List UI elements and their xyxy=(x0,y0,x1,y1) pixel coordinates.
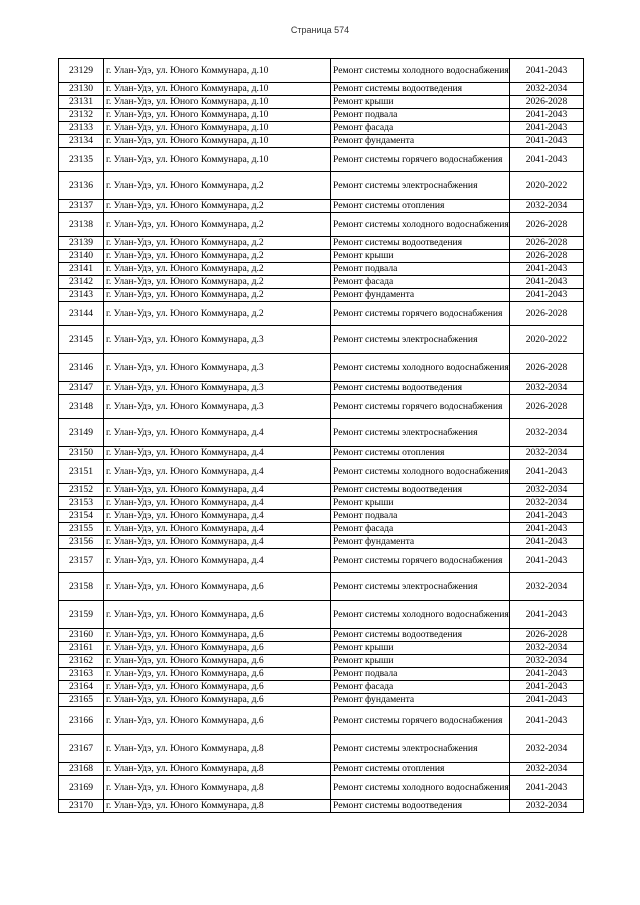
table-row xyxy=(59,694,584,707)
row-number-cell: 23150 xyxy=(59,447,104,460)
row-number-cell: 23149 xyxy=(59,419,104,447)
row-number-cell: 23132 xyxy=(59,109,104,122)
table-row xyxy=(59,776,584,800)
table-row xyxy=(59,642,584,655)
period-cell: 2041-2043 xyxy=(510,263,584,276)
period-cell: 2026-2028 xyxy=(510,96,584,109)
address-cell: г. Улан-Удэ, ул. Юного Коммунара, д.3 xyxy=(104,395,331,419)
address-cell: г. Улан-Удэ, ул. Юного Коммунара, д.6 xyxy=(104,601,331,629)
work-type-cell: Ремонт системы холодного водоснабжения xyxy=(331,213,510,237)
work-type-cell: Ремонт фасада xyxy=(331,681,510,694)
row-number-cell: 23166 xyxy=(59,707,104,735)
table-row xyxy=(59,447,584,460)
period-cell: 2041-2043 xyxy=(510,59,584,83)
period-cell: 2041-2043 xyxy=(510,694,584,707)
work-type-cell: Ремонт фасада xyxy=(331,122,510,135)
table-row xyxy=(59,354,584,382)
period-cell: 2041-2043 xyxy=(510,109,584,122)
table-row xyxy=(59,250,584,263)
address-cell: г. Улан-Удэ, ул. Юного Коммунара, д.10 xyxy=(104,122,331,135)
row-number-cell: 23154 xyxy=(59,510,104,523)
work-type-cell: Ремонт крыши xyxy=(331,642,510,655)
address-cell: г. Улан-Удэ, ул. Юного Коммунара, д.4 xyxy=(104,460,331,484)
work-type-cell: Ремонт подвала xyxy=(331,668,510,681)
address-cell: г. Улан-Удэ, ул. Юного Коммунара, д.3 xyxy=(104,354,331,382)
work-type-cell: Ремонт системы водоотведения xyxy=(331,800,510,813)
row-number-cell: 23156 xyxy=(59,536,104,549)
work-type-cell: Ремонт системы горячего водоснабжения xyxy=(331,549,510,573)
work-type-cell: Ремонт крыши xyxy=(331,96,510,109)
work-type-cell: Ремонт системы отопления xyxy=(331,763,510,776)
period-cell: 2020-2022 xyxy=(510,172,584,200)
work-type-cell: Ремонт системы водоотведения xyxy=(331,237,510,250)
table-body xyxy=(59,59,584,813)
work-type-cell: Ремонт фундамента xyxy=(331,536,510,549)
address-cell: г. Улан-Удэ, ул. Юного Коммунара, д.6 xyxy=(104,655,331,668)
row-number-cell: 23170 xyxy=(59,800,104,813)
table-row xyxy=(59,263,584,276)
table-row xyxy=(59,573,584,601)
period-cell: 2026-2028 xyxy=(510,395,584,419)
row-number-cell: 23153 xyxy=(59,497,104,510)
address-cell: г. Улан-Удэ, ул. Юного Коммунара, д.8 xyxy=(104,735,331,763)
row-number-cell: 23151 xyxy=(59,460,104,484)
period-cell: 2026-2028 xyxy=(510,354,584,382)
period-cell: 2041-2043 xyxy=(510,148,584,172)
address-cell: г. Улан-Удэ, ул. Юного Коммунара, д.6 xyxy=(104,629,331,642)
address-cell: г. Улан-Удэ, ул. Юного Коммунара, д.4 xyxy=(104,523,331,536)
row-number-cell: 23145 xyxy=(59,326,104,354)
row-number-cell: 23131 xyxy=(59,96,104,109)
address-cell: г. Улан-Удэ, ул. Юного Коммунара, д.2 xyxy=(104,263,331,276)
work-type-cell: Ремонт системы отопления xyxy=(331,447,510,460)
table-row xyxy=(59,276,584,289)
row-number-cell: 23130 xyxy=(59,83,104,96)
period-cell: 2032-2034 xyxy=(510,655,584,668)
row-number-cell: 23160 xyxy=(59,629,104,642)
row-number-cell: 23137 xyxy=(59,200,104,213)
row-number-cell: 23161 xyxy=(59,642,104,655)
work-type-cell: Ремонт системы холодного водоснабжения xyxy=(331,460,510,484)
address-cell: г. Улан-Удэ, ул. Юного Коммунара, д.2 xyxy=(104,302,331,326)
address-cell: г. Улан-Удэ, ул. Юного Коммунара, д.4 xyxy=(104,536,331,549)
row-number-cell: 23158 xyxy=(59,573,104,601)
address-cell: г. Улан-Удэ, ул. Юного Коммунара, д.3 xyxy=(104,326,331,354)
table-row xyxy=(59,523,584,536)
table-row xyxy=(59,326,584,354)
work-type-cell: Ремонт фундамента xyxy=(331,135,510,148)
work-type-cell: Ремонт крыши xyxy=(331,250,510,263)
work-type-cell: Ремонт крыши xyxy=(331,497,510,510)
work-type-cell: Ремонт подвала xyxy=(331,510,510,523)
period-cell: 2032-2034 xyxy=(510,763,584,776)
address-cell: г. Улан-Удэ, ул. Юного Коммунара, д.6 xyxy=(104,642,331,655)
row-number-cell: 23165 xyxy=(59,694,104,707)
period-cell: 2032-2034 xyxy=(510,735,584,763)
row-number-cell: 23152 xyxy=(59,484,104,497)
table-row xyxy=(59,497,584,510)
row-number-cell: 23134 xyxy=(59,135,104,148)
work-type-cell: Ремонт системы электроснабжения xyxy=(331,419,510,447)
work-type-cell: Ремонт системы холодного водоснабжения xyxy=(331,776,510,800)
period-cell: 2032-2034 xyxy=(510,382,584,395)
table-row xyxy=(59,148,584,172)
work-type-cell: Ремонт системы электроснабжения xyxy=(331,326,510,354)
work-type-cell: Ремонт крыши xyxy=(331,655,510,668)
table-row xyxy=(59,96,584,109)
work-type-cell: Ремонт системы электроснабжения xyxy=(331,735,510,763)
table-row xyxy=(59,681,584,694)
period-cell: 2026-2028 xyxy=(510,302,584,326)
table-row xyxy=(59,763,584,776)
address-cell: г. Улан-Удэ, ул. Юного Коммунара, д.4 xyxy=(104,447,331,460)
address-cell: г. Улан-Удэ, ул. Юного Коммунара, д.4 xyxy=(104,484,331,497)
row-number-cell: 23142 xyxy=(59,276,104,289)
work-type-cell: Ремонт системы горячего водоснабжения xyxy=(331,302,510,326)
period-cell: 2041-2043 xyxy=(510,601,584,629)
work-type-cell: Ремонт подвала xyxy=(331,109,510,122)
address-cell: г. Улан-Удэ, ул. Юного Коммунара, д.8 xyxy=(104,763,331,776)
table-row xyxy=(59,172,584,200)
repair-schedule-table xyxy=(58,58,584,813)
period-cell: 2041-2043 xyxy=(510,681,584,694)
work-type-cell: Ремонт системы водоотведения xyxy=(331,629,510,642)
table-row xyxy=(59,460,584,484)
period-cell: 2032-2034 xyxy=(510,484,584,497)
row-number-cell: 23162 xyxy=(59,655,104,668)
address-cell: г. Улан-Удэ, ул. Юного Коммунара, д.8 xyxy=(104,776,331,800)
table-row xyxy=(59,109,584,122)
address-cell: г. Улан-Удэ, ул. Юного Коммунара, д.6 xyxy=(104,668,331,681)
work-type-cell: Ремонт системы отопления xyxy=(331,200,510,213)
page-number-header: Страница 574 xyxy=(290,25,350,35)
row-number-cell: 23141 xyxy=(59,263,104,276)
work-type-cell: Ремонт системы холодного водоснабжения xyxy=(331,601,510,629)
address-cell: г. Улан-Удэ, ул. Юного Коммунара, д.2 xyxy=(104,276,331,289)
period-cell: 2032-2034 xyxy=(510,497,584,510)
period-cell: 2041-2043 xyxy=(510,707,584,735)
row-number-cell: 23129 xyxy=(59,59,104,83)
table-row xyxy=(59,213,584,237)
period-cell: 2032-2034 xyxy=(510,573,584,601)
table-row xyxy=(59,601,584,629)
address-cell: г. Улан-Удэ, ул. Юного Коммунара, д.6 xyxy=(104,681,331,694)
row-number-cell: 23143 xyxy=(59,289,104,302)
work-type-cell: Ремонт фасада xyxy=(331,276,510,289)
work-type-cell: Ремонт фундамента xyxy=(331,694,510,707)
period-cell: 2041-2043 xyxy=(510,460,584,484)
work-type-cell: Ремонт системы горячего водоснабжения xyxy=(331,707,510,735)
row-number-cell: 23140 xyxy=(59,250,104,263)
period-cell: 2041-2043 xyxy=(510,549,584,573)
work-type-cell: Ремонт подвала xyxy=(331,263,510,276)
table-row xyxy=(59,59,584,83)
period-cell: 2020-2022 xyxy=(510,326,584,354)
address-cell: г. Улан-Удэ, ул. Юного Коммунара, д.4 xyxy=(104,549,331,573)
table-row xyxy=(59,395,584,419)
period-cell: 2041-2043 xyxy=(510,289,584,302)
table-row xyxy=(59,289,584,302)
work-type-cell: Ремонт системы холодного водоснабжения xyxy=(331,354,510,382)
work-type-cell: Ремонт системы водоотведения xyxy=(331,484,510,497)
period-cell: 2041-2043 xyxy=(510,510,584,523)
row-number-cell: 23133 xyxy=(59,122,104,135)
row-number-cell: 23147 xyxy=(59,382,104,395)
address-cell: г. Улан-Удэ, ул. Юного Коммунара, д.4 xyxy=(104,497,331,510)
address-cell: г. Улан-Удэ, ул. Юного Коммунара, д.2 xyxy=(104,200,331,213)
address-cell: г. Улан-Удэ, ул. Юного Коммунара, д.2 xyxy=(104,213,331,237)
work-type-cell: Ремонт системы водоотведения xyxy=(331,83,510,96)
table-row xyxy=(59,549,584,573)
table-row xyxy=(59,135,584,148)
table-row xyxy=(59,735,584,763)
row-number-cell: 23157 xyxy=(59,549,104,573)
table-row xyxy=(59,800,584,813)
row-number-cell: 23159 xyxy=(59,601,104,629)
address-cell: г. Улан-Удэ, ул. Юного Коммунара, д.6 xyxy=(104,707,331,735)
table-row xyxy=(59,536,584,549)
period-cell: 2041-2043 xyxy=(510,523,584,536)
address-cell: г. Улан-Удэ, ул. Юного Коммунара, д.10 xyxy=(104,148,331,172)
row-number-cell: 23169 xyxy=(59,776,104,800)
period-cell: 2041-2043 xyxy=(510,776,584,800)
address-cell: г. Улан-Удэ, ул. Юного Коммунара, д.4 xyxy=(104,510,331,523)
table-row xyxy=(59,200,584,213)
period-cell: 2041-2043 xyxy=(510,276,584,289)
address-cell: г. Улан-Удэ, ул. Юного Коммунара, д.10 xyxy=(104,96,331,109)
address-cell: г. Улан-Удэ, ул. Юного Коммунара, д.3 xyxy=(104,382,331,395)
table-row xyxy=(59,122,584,135)
address-cell: г. Улан-Удэ, ул. Юного Коммунара, д.6 xyxy=(104,694,331,707)
period-cell: 2041-2043 xyxy=(510,122,584,135)
address-cell: г. Улан-Удэ, ул. Юного Коммунара, д.4 xyxy=(104,419,331,447)
table-row xyxy=(59,655,584,668)
table-row xyxy=(59,237,584,250)
work-type-cell: Ремонт системы водоотведения xyxy=(331,382,510,395)
period-cell: 2032-2034 xyxy=(510,83,584,96)
table-row xyxy=(59,419,584,447)
work-type-cell: Ремонт системы электроснабжения xyxy=(331,573,510,601)
work-type-cell: Ремонт системы горячего водоснабжения xyxy=(331,395,510,419)
address-cell: г. Улан-Удэ, ул. Юного Коммунара, д.6 xyxy=(104,573,331,601)
work-type-cell: Ремонт системы холодного водоснабжения xyxy=(331,59,510,83)
row-number-cell: 23135 xyxy=(59,148,104,172)
work-type-cell: Ремонт фундамента xyxy=(331,289,510,302)
row-number-cell: 23168 xyxy=(59,763,104,776)
period-cell: 2041-2043 xyxy=(510,536,584,549)
row-number-cell: 23138 xyxy=(59,213,104,237)
period-cell: 2032-2034 xyxy=(510,447,584,460)
row-number-cell: 23144 xyxy=(59,302,104,326)
row-number-cell: 23167 xyxy=(59,735,104,763)
table-row xyxy=(59,707,584,735)
row-number-cell: 23146 xyxy=(59,354,104,382)
address-cell: г. Улан-Удэ, ул. Юного Коммунара, д.2 xyxy=(104,172,331,200)
address-cell: г. Улан-Удэ, ул. Юного Коммунара, д.10 xyxy=(104,135,331,148)
row-number-cell: 23139 xyxy=(59,237,104,250)
period-cell: 2026-2028 xyxy=(510,213,584,237)
address-cell: г. Улан-Удэ, ул. Юного Коммунара, д.2 xyxy=(104,237,331,250)
row-number-cell: 23155 xyxy=(59,523,104,536)
work-type-cell: Ремонт системы электроснабжения xyxy=(331,172,510,200)
work-type-cell: Ремонт системы горячего водоснабжения xyxy=(331,148,510,172)
table-row xyxy=(59,484,584,497)
period-cell: 2026-2028 xyxy=(510,629,584,642)
period-cell: 2026-2028 xyxy=(510,237,584,250)
address-cell: г. Улан-Удэ, ул. Юного Коммунара, д.8 xyxy=(104,800,331,813)
row-number-cell: 23148 xyxy=(59,395,104,419)
period-cell: 2032-2034 xyxy=(510,419,584,447)
period-cell: 2032-2034 xyxy=(510,642,584,655)
row-number-cell: 23136 xyxy=(59,172,104,200)
row-number-cell: 23164 xyxy=(59,681,104,694)
table-row xyxy=(59,83,584,96)
table-row xyxy=(59,668,584,681)
period-cell: 2032-2034 xyxy=(510,800,584,813)
period-cell: 2041-2043 xyxy=(510,135,584,148)
address-cell: г. Улан-Удэ, ул. Юного Коммунара, д.10 xyxy=(104,59,331,83)
table-row xyxy=(59,382,584,395)
period-cell: 2026-2028 xyxy=(510,250,584,263)
table-row xyxy=(59,629,584,642)
address-cell: г. Улан-Удэ, ул. Юного Коммунара, д.2 xyxy=(104,289,331,302)
address-cell: г. Улан-Удэ, ул. Юного Коммунара, д.2 xyxy=(104,250,331,263)
table-row xyxy=(59,510,584,523)
period-cell: 2032-2034 xyxy=(510,200,584,213)
row-number-cell: 23163 xyxy=(59,668,104,681)
address-cell: г. Улан-Удэ, ул. Юного Коммунара, д.10 xyxy=(104,109,331,122)
address-cell: г. Улан-Удэ, ул. Юного Коммунара, д.10 xyxy=(104,83,331,96)
table-row xyxy=(59,302,584,326)
period-cell: 2041-2043 xyxy=(510,668,584,681)
work-type-cell: Ремонт фасада xyxy=(331,523,510,536)
